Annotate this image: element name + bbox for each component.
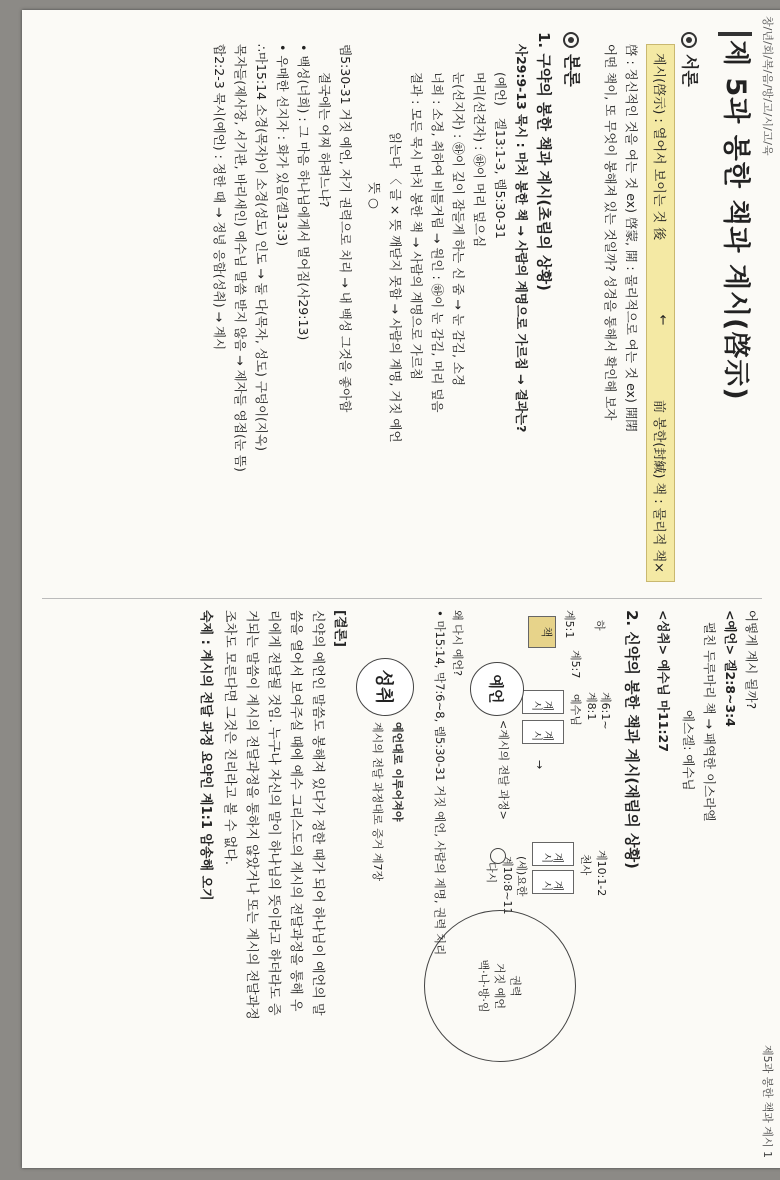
body-line-9: 결국에는 어찌 하려느냐? bbox=[317, 72, 332, 208]
title-marker bbox=[718, 32, 752, 36]
body-line-7b: 뜻 ○ bbox=[367, 182, 382, 209]
label-angel: 천사 bbox=[579, 854, 592, 876]
page-title: 제 5과 봉한 책과 계시(啓示) bbox=[720, 40, 751, 401]
john-figure-icon bbox=[490, 848, 506, 864]
left-column bbox=[209, 32, 712, 592]
box-left: 계시(啓示) : 열어서 보이는 것 後 bbox=[651, 53, 666, 241]
body-line-8: 렘5:30-31 거짓 예언, 자기 권력으로 치리 → 내 백성 그것을 좋아함 bbox=[338, 44, 353, 413]
column-divider bbox=[42, 598, 762, 599]
fulfilment-circle: 성취 bbox=[356, 658, 414, 716]
revelation-box-3: 계시 bbox=[532, 842, 574, 866]
revelation-box-2: 계시 bbox=[522, 720, 564, 744]
conclusion-line-2: 씀을 열어서 보여주실 때에 예수 그리스도의 계시의 전달과정을 통해 우 bbox=[288, 610, 303, 1012]
header-top-left: 창/년/회/복/음/방/고/시/고/육 bbox=[761, 16, 774, 156]
body-line-10: • 백성(너희) : 그 마음 하나님에게서 멀어짐(사29:13) bbox=[296, 44, 311, 341]
prophecy-circle: 예언 bbox=[470, 662, 524, 716]
worksheet-page bbox=[22, 10, 780, 1168]
label-false-prophecy: 거짓 예언 bbox=[493, 962, 506, 1009]
arrow-left-icon: ← bbox=[655, 314, 670, 326]
revelation-box-4: 계시 bbox=[532, 870, 574, 894]
body-line-1-note: (예언) 겔13:1-3, 렘5:30-31 bbox=[493, 72, 508, 239]
body-line-5: 너희 : 소경, 취하여 비틀거림 → 원인 : ㉻이 눈 감김, 머리 덮음 bbox=[430, 72, 445, 413]
ref-rev-5-1: 계5:1 bbox=[563, 610, 576, 639]
arrow-right-icon: → bbox=[533, 760, 546, 770]
target-icon bbox=[681, 32, 697, 48]
body-line-1: 사29:9-13 묵시 : 마치 봉한 책 → 사람의 계명으로 가르침 → 결과는? bbox=[514, 44, 529, 433]
right-question-1: 어떻게 계시 될까? bbox=[744, 610, 759, 710]
why-reason: • 마15:14, 막7:6~8, 렘5:30-31 거짓 예언, 사람의 계명, 권력 치리 bbox=[433, 610, 447, 956]
conclusion-heading: [결론] bbox=[332, 610, 347, 647]
ref-rev-10-8: 계10:8~11 bbox=[501, 856, 514, 915]
conclusion-line-1: 신약의 예언인 말씀도 봉해져 있다가 정한 때가 되어 하나님이 예언의 말 bbox=[310, 610, 325, 1016]
hanja-before: 前 bbox=[651, 399, 666, 413]
body-line-11: • 우매한 선지자 : 화가 있음(겔13:3) bbox=[275, 44, 290, 247]
body-heading: 본론 bbox=[561, 32, 586, 592]
label-power: 권력 bbox=[509, 975, 522, 997]
right-fulfilment-ref: <성취> 예수님 마11:27 bbox=[656, 610, 671, 752]
conclusion-line-5: 조차도 모른다면 그것은 진리라고 볼 수 없다. bbox=[222, 610, 237, 865]
target-icon bbox=[563, 32, 579, 48]
label-again: 다시 bbox=[485, 862, 498, 884]
right-ezekiel-line: 에스겔: 예수님 bbox=[681, 710, 696, 791]
header-page-number: 제5과 봉한 책과 계시 1 bbox=[761, 1045, 774, 1158]
intro-heading: 서론 bbox=[679, 32, 704, 592]
process-label: <계시의 전달 과정> bbox=[497, 720, 510, 820]
right-column bbox=[194, 610, 762, 1150]
prophecy-circle-label: 예언 bbox=[493, 76, 508, 102]
label-nations: 백·나·방·임 bbox=[477, 959, 490, 1013]
right-prophecy-ref: <예언> 겔2:8~3:4 bbox=[723, 610, 738, 727]
ref-rev-8-1: 계8:1 bbox=[585, 692, 598, 721]
label-lower: 하 bbox=[593, 620, 606, 631]
revelation-process-diagram bbox=[426, 610, 616, 1150]
intro-line-1: 啓 : 정신적인 것을 여는 것 ex) 啓蒙, 開 : 물리적으로 여는 것 ex) 開閉 bbox=[624, 44, 639, 432]
hanja-after: 後 bbox=[651, 227, 666, 241]
conclusion-line-4: 거되는 말씀이 계시의 전달과정을 통하지 않았거나 또는 계시의 전달과정 bbox=[244, 610, 259, 1020]
body-line-13: 목자들(제사장, 서기관, 바리새인) 예수님 말씀 받지 않음 → 제자들 영접(눈 뜸) bbox=[233, 44, 248, 472]
body-line-3: 머리(선견자) : ㉻이 머리 덮으심 bbox=[472, 72, 487, 248]
fulfilment-note-1: 예언대로 이루어져야 bbox=[391, 722, 404, 822]
fulfilment-note-2: 계시의 전달 과정대로 증거 계7장 bbox=[371, 722, 384, 882]
homework: 숙제 : 계시의 전달 과정 요약인 계1:1 암송해 오기 bbox=[198, 610, 213, 901]
box-right: 前 봉한(封緘) 책 : 물리적 책× bbox=[651, 399, 666, 573]
section-1-title: 1. 구약의 봉한 책과 계시(초림의 상황) bbox=[535, 32, 553, 291]
body-line-2: 겔13:1-3, 렘5:30-31 bbox=[493, 117, 508, 239]
body-line-14: 합2:2-3 묵시(예언) : 정한 때 → 정녕 응함(성취) → 계시 bbox=[212, 44, 227, 351]
fulfilment-row bbox=[350, 610, 420, 1150]
ref-rev-5-7: 계5:7 bbox=[569, 650, 582, 679]
conclusion-line-3: 리에게 전달될 것임. 누구나 자신의 말이 하나님의 뜻이라고 하더라도 증 bbox=[266, 610, 281, 1016]
section-2-title: 2. 신약의 봉한 책과 계시(재림의 상황) bbox=[623, 610, 641, 869]
label-john: (세)요한 bbox=[515, 856, 528, 897]
body-line-4: 눈(선지자) : ㉻이 깊이 잠들게 하는 신 줌 → 눈 감김, 소경 bbox=[451, 72, 466, 387]
book-icon: 책 bbox=[528, 616, 556, 648]
body-line-7: 읽는다 〈 글 × 뜻 깨닫지 못함 → 사람의 계명, 거짓 예언 bbox=[388, 132, 403, 443]
revelation-box-1: 계시 bbox=[522, 690, 564, 714]
label-jesus: 예수님 bbox=[569, 694, 582, 726]
body-line-12: ∴마15:14 소경(목자)이 소경(성도) 인도 → 둘 다(목자, 성도) 구덩이(지옥) bbox=[254, 44, 269, 451]
why-again-label: 왜 다시 예언? bbox=[451, 610, 464, 676]
intro-line-2: 어떤 책이, 또 무엇이 봉해져 있는 것일까? 성경을 통해서 확인해 보자 bbox=[603, 44, 618, 421]
definition-box bbox=[646, 44, 675, 582]
body-line-6: 결과 : 모든 묵시 마치 봉한 책 → 사람의 계명으로 가르침 bbox=[409, 72, 424, 380]
ref-rev-6-1: 계6:1~ bbox=[599, 692, 612, 730]
right-scroll-line: 펼친 두루마리 책 → 패역한 이스라엘 bbox=[702, 622, 717, 822]
ref-rev-10-1: 계10:1-2 bbox=[595, 850, 608, 897]
